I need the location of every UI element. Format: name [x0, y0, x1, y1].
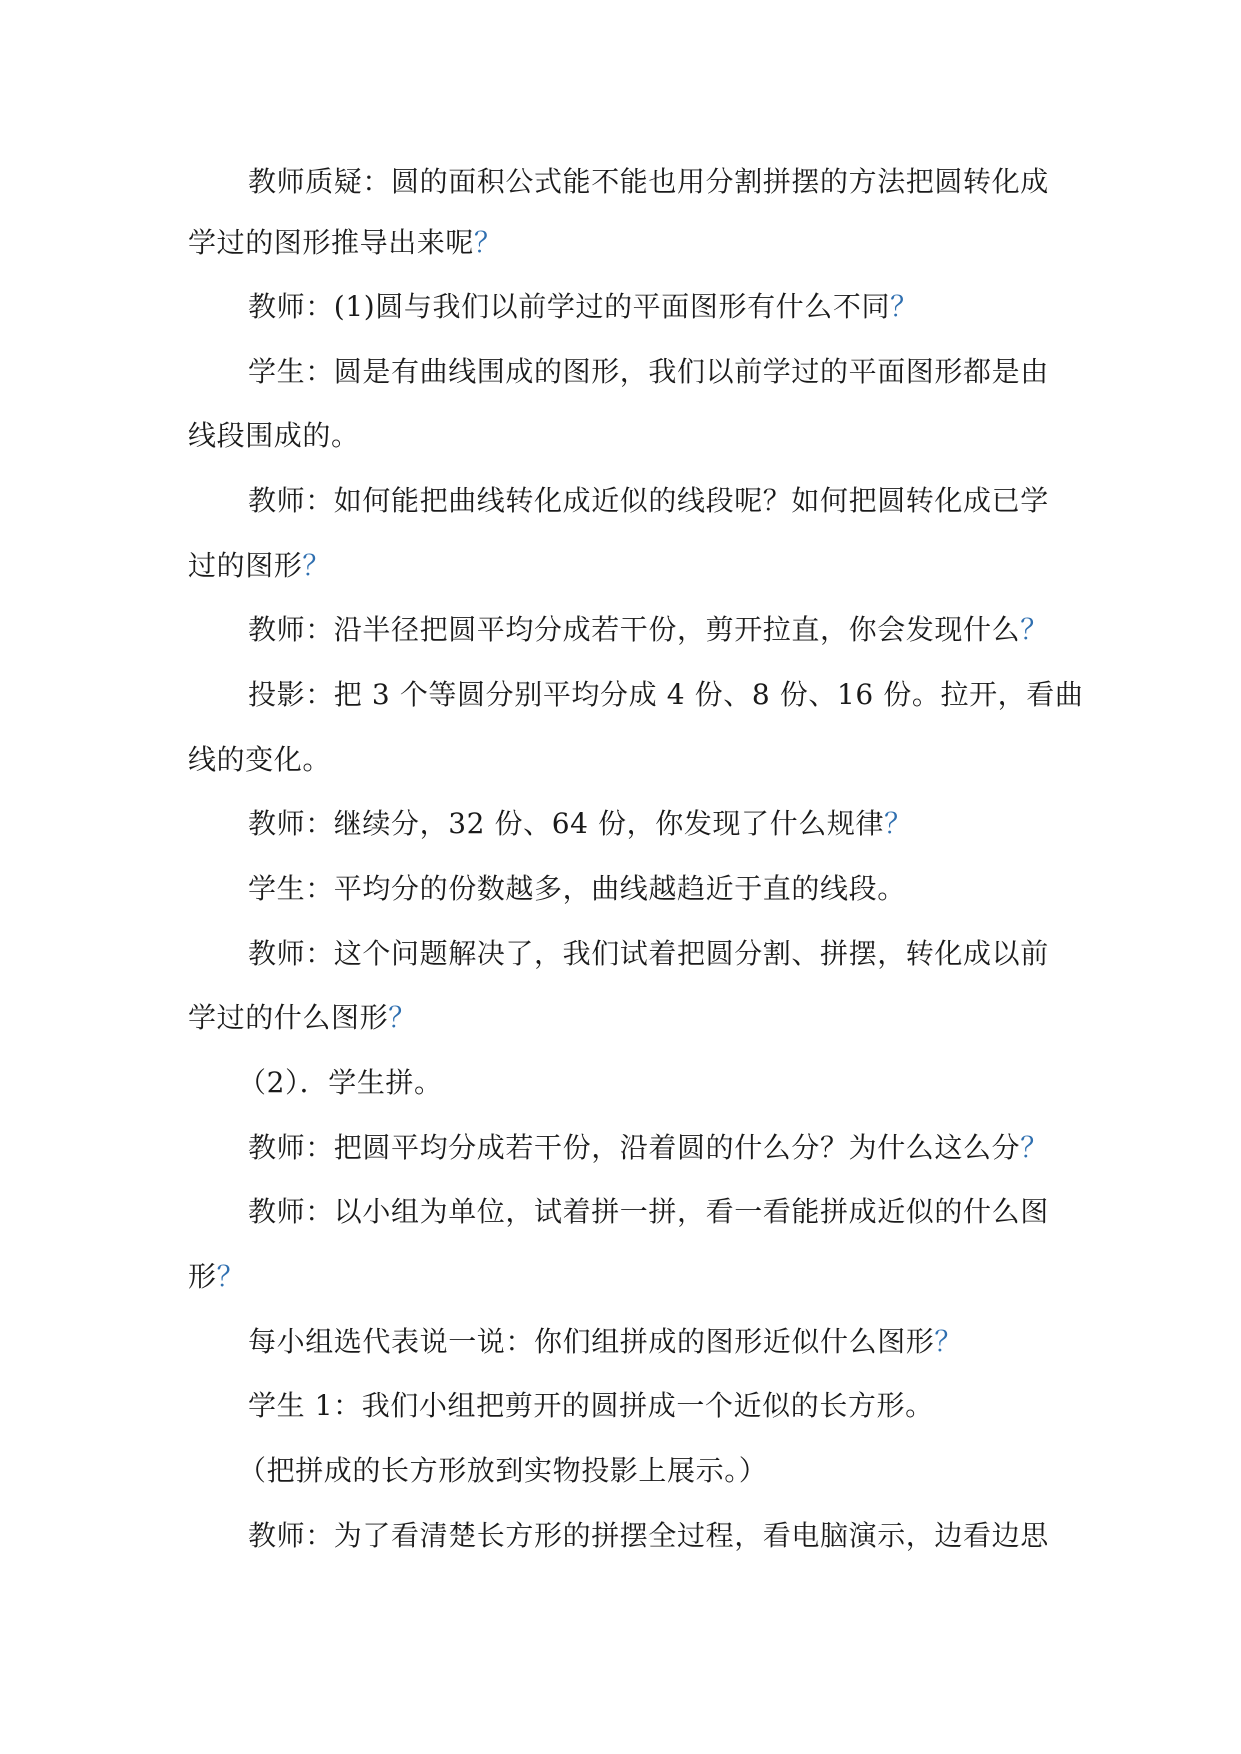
paragraph-line: 教师：这个问题解决了，我们试着把圆分割、拼摆，转化成以前 — [248, 937, 1049, 970]
paragraph-line: 教师：沿半径把圆平均分成若干份，剪开拉直，你会发现什么？ — [248, 613, 1049, 646]
paragraph-line: 学生：圆是有曲线围成的图形，我们以前学过的平面图形都是由 — [248, 355, 1049, 388]
paragraph-line: 学生 1：我们小组把剪开的圆拼成一个近似的长方形。 — [248, 1389, 934, 1422]
paragraph-line: 教师：(1)圆与我们以前学过的平面图形有什么不同？ — [248, 290, 919, 323]
paragraph-line: 教师：把圆平均分成若干份，沿着圆的什么分？为什么这么分？ — [248, 1131, 1049, 1164]
paragraph-line: 投影：把 3 个等圆分别平均分成 4 份、8 份、16 份。拉开，看曲 — [248, 678, 1084, 711]
paragraph-line: 教师：为了看清楚长方形的拼摆全过程，看电脑演示，边看边思 — [248, 1519, 1049, 1552]
paragraph-line: 教师：如何能把曲线转化成近似的线段呢？如何把圆转化成已学 — [248, 484, 1049, 517]
paragraph-line: 学生：平均分的份数越多，曲线越趋近于直的线段。 — [248, 872, 906, 905]
paragraph-line: 线段围成的。 — [188, 419, 360, 452]
paragraph-line: 线的变化。 — [188, 743, 332, 776]
paragraph-line: （把拼成的长方形放到实物投影上展示。） — [238, 1454, 768, 1487]
paragraph-line: 教师质疑：圆的面积公式能不能也用分割拼摆的方法把圆转化成 — [248, 165, 1049, 198]
paragraph-line: 形？ — [188, 1260, 246, 1293]
paragraph-line: 教师：以小组为单位，试着拼一拼，看一看能拼成近似的什么图 — [248, 1195, 1049, 1228]
paragraph-line: 学过的图形推导出来呢？ — [188, 226, 503, 259]
paragraph-line: （2）．学生拼。 — [238, 1066, 443, 1099]
paragraph-line: 每小组选代表说一说：你们组拼成的图形近似什么图形？ — [248, 1325, 964, 1358]
paragraph-line: 学过的什么图形？ — [188, 1001, 417, 1034]
paragraph-line: 教师：继续分，32 份、64 份，你发现了什么规律？ — [248, 807, 913, 840]
paragraph-line: 过的图形？ — [188, 549, 332, 582]
